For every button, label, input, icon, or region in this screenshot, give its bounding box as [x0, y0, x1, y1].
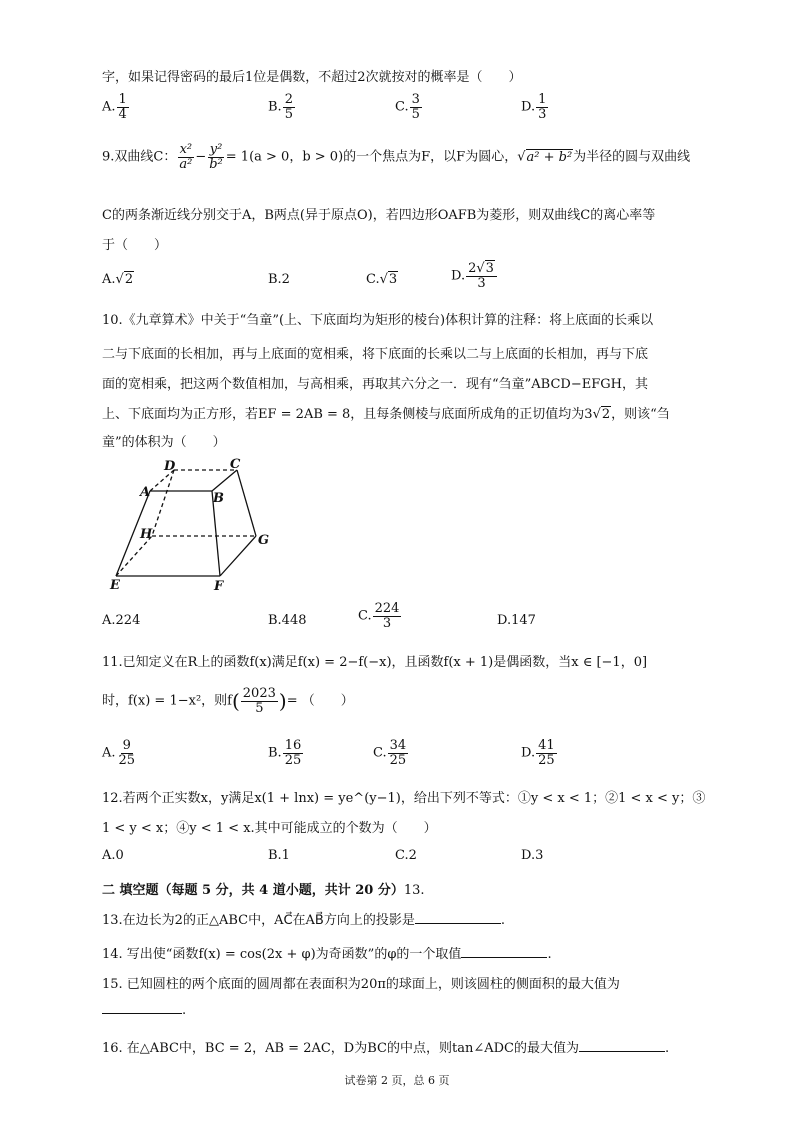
q16-text: 16. 在△ABC中，BC = 2，AB = 2AC，D为BC的中点，则tan∠ADC的最大值为 .	[102, 1041, 670, 1056]
edge-bc	[212, 470, 237, 491]
q15-line2: .	[102, 1003, 186, 1018]
q10-option-b: B.448	[268, 613, 307, 628]
q9-option-c: C.√3	[366, 272, 398, 287]
q10-option-a: A.224	[102, 613, 141, 628]
q11-option-c: C. $\frac{34}{25}$	[373, 738, 407, 768]
q11-line1: 11.已知定义在R上的函数f(x)满足f(x) = 2−f(−x)，且函数f(x + 1)是偶函数，当x ∈ [−1，0]	[102, 655, 648, 670]
q10-line1: 10.《九章算术》中关于“刍童”(上、下底面均为矩形的棱台)体积计算的注释：将上底面的长乘以	[102, 313, 654, 328]
q14-text: 14. 写出使“函数f(x) = cos(2x + φ)为奇函数”的φ的一个取值 .	[102, 947, 552, 962]
q8-option-b: B. $\frac{2}{5}$	[268, 92, 293, 122]
frustum-figure	[108, 458, 278, 594]
q12-option-d: D.3	[521, 848, 544, 863]
label-b: B	[213, 491, 224, 506]
q10-line5: 童”的体积为（ ）	[102, 435, 226, 450]
edge-cg	[237, 470, 256, 536]
q10-option-c: C. $\frac{224}{3}$	[358, 601, 400, 631]
q9-line2: C的两条渐近线分别交于A，B两点(异于原点O)，若四边形OAFB为菱形，则双曲线C的离心率等	[102, 208, 656, 223]
q12-line2: 1 < y < x；④y < 1 < x.其中可能成立的个数为（ ）	[102, 821, 437, 836]
q11-option-a: A. $\frac{9}{25}$	[102, 738, 136, 768]
q9-line1: 9.双曲线C： $\frac{\text{x²}}{\text{a²}}$ − $\frac{\text{y²}}{\text{b²}}$ = 1(a > 0，b > 0)的一个焦点为F，以F为圆心，√a² + b²为半径的圆与双曲线	[102, 142, 691, 172]
label-f: F	[214, 579, 224, 594]
q12-line1: 12.若两个正实数x，y满足x(1 + lnx) = ye^(y−1)，给出下列不等式：①y < x < 1；②1 < x < y；③	[102, 791, 706, 806]
label-c: C	[230, 458, 241, 472]
q8-option-a: A. $\frac{1}{4}$	[102, 92, 127, 122]
q12-option-a: A.0	[102, 848, 124, 863]
q10-line3: 面的宽相乘，把这两个数值相加，与高相乘，再取其六分之一．现有“刍童”ABCD−EFGH，其	[102, 377, 648, 392]
q12-option-b: B.1	[268, 848, 290, 863]
label-g: G	[258, 533, 270, 548]
label-e: E	[110, 578, 120, 593]
q13-text: 13.在边长为2的正△ABC中，AC⃗在AB⃗方向上的投影是 .	[102, 913, 505, 928]
q8-text: 字，如果记得密码的最后1位是偶数，不超过2次就按对的概率是（ ）	[102, 70, 522, 85]
q8-option-d: D. $\frac{1}{3}$	[521, 92, 547, 122]
label-a: A	[140, 485, 151, 500]
q11-option-d: D. $\frac{41}{25}$	[521, 738, 555, 768]
q9-option-a: A.√2	[102, 272, 134, 287]
edge-fg	[220, 536, 256, 576]
edge-eh	[116, 536, 152, 576]
q10-line2: 二与下底面的长相加，再与上底面的宽相乘，将下底面的长乘以二与上底面的长相加，再与下底	[102, 347, 649, 362]
label-d: D	[164, 459, 176, 474]
q9-line3: 于（ ）	[102, 238, 168, 253]
section-heading: 二 填空题（每题 5 分，共 4 道小题，共计 20 分）13.	[102, 883, 425, 898]
q12-option-c: C.2	[395, 848, 417, 863]
q8-option-c: C. $\frac{3}{5}$	[395, 92, 420, 122]
q9-option-b: B.2	[268, 272, 290, 287]
q9-option-d: D. $\frac{2√3}{3}$	[451, 262, 498, 290]
q11-line2: 时，f(x) = 1−x²，则f( $\frac{2023}{5}$ )= （ ）	[102, 686, 354, 716]
q10-option-d: D.147	[497, 613, 536, 628]
q15-line1: 15. 已知圆柱的两个底面的圆周都在表面积为20π的球面上，则该圆柱的侧面积的最大值为	[102, 977, 620, 992]
q10-line4: 上、下底面均为正方形，若EF = 2AB = 8，且每条侧棱与底面所成角的正切值均为3√2，则该“刍	[102, 407, 670, 422]
label-h: H	[140, 527, 153, 542]
q11-option-b: B. $\frac{16}{25}$	[268, 738, 302, 768]
page-footer: 试卷第 2 页，总 6 页	[344, 1074, 450, 1087]
